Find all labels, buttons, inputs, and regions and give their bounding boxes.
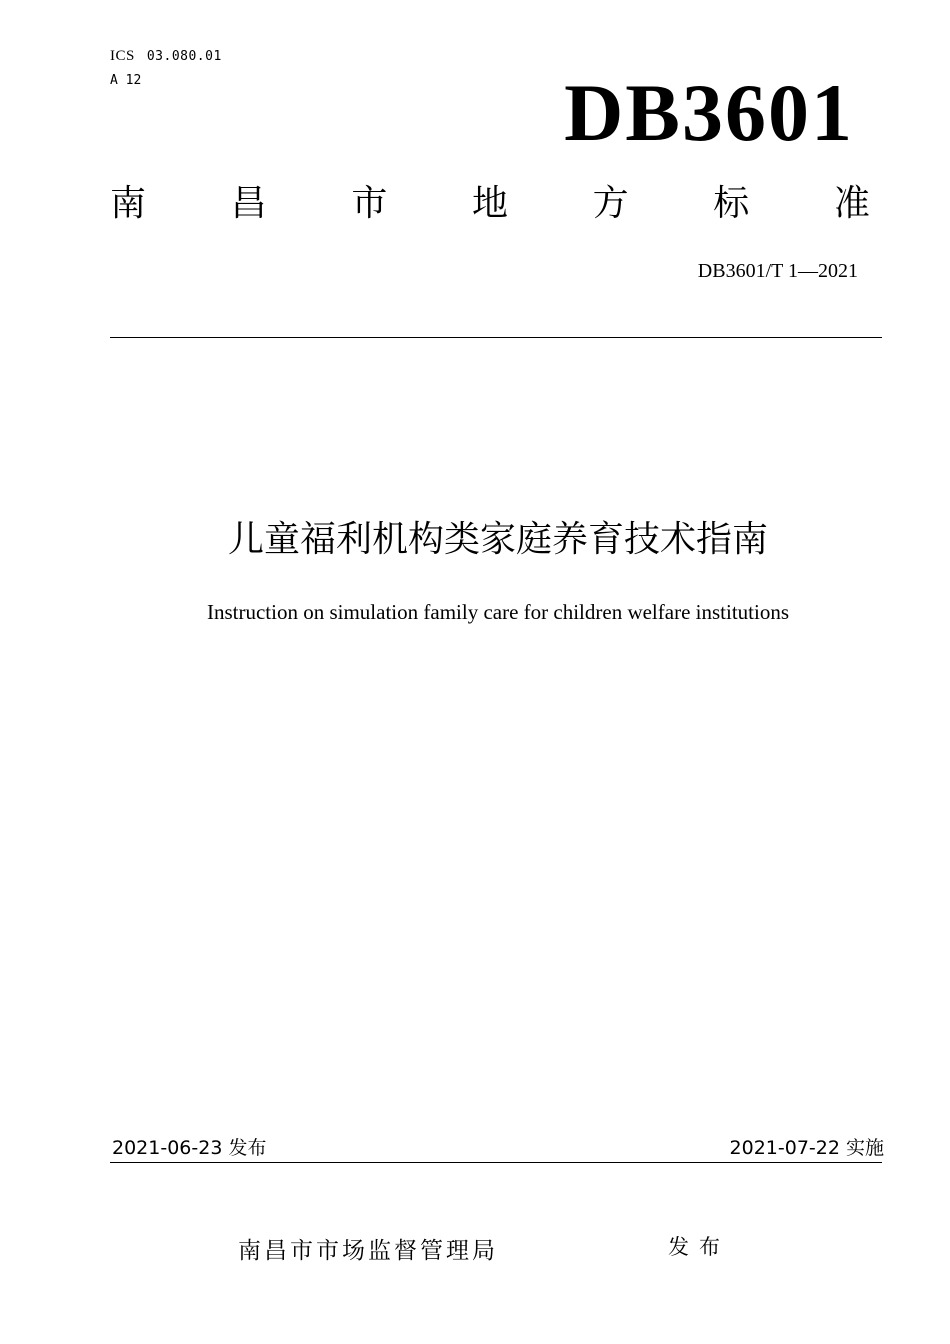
ccs-code: A 12 <box>110 73 142 88</box>
document-title-chinese: 儿童福利机构类家庭养育技术指南 <box>227 519 768 560</box>
standard-type-char: 市 <box>351 183 388 224</box>
ics-label: ICS <box>110 48 135 64</box>
db-standard-logo: DB3601 <box>564 67 854 158</box>
ics-code: 03.080.01 <box>146 49 222 64</box>
document-title-english: Instruction on simulation family care for children welfare institutions <box>206 600 789 624</box>
issue-date: 2021-06-23 发布 <box>112 1137 267 1159</box>
header-divider <box>110 337 882 338</box>
standard-type-char: 准 <box>833 183 870 224</box>
standard-type-char: 标 <box>713 183 750 224</box>
implementation-date: 2021-07-22 实施 <box>729 1137 884 1159</box>
standard-type-char: 昌 <box>230 183 267 224</box>
standard-type-char: 南 <box>110 183 147 224</box>
issuing-authority: 南昌市市场监督管理局 <box>238 1238 498 1264</box>
issue-label: 发布 <box>668 1235 730 1259</box>
footer-divider <box>110 1162 882 1163</box>
standard-type-char: 地 <box>471 183 508 224</box>
standard-number: DB3601/T 1—2021 <box>697 260 858 282</box>
standard-type-heading <box>110 183 870 224</box>
ics-classification <box>110 48 222 65</box>
standard-type-char: 方 <box>592 183 629 224</box>
